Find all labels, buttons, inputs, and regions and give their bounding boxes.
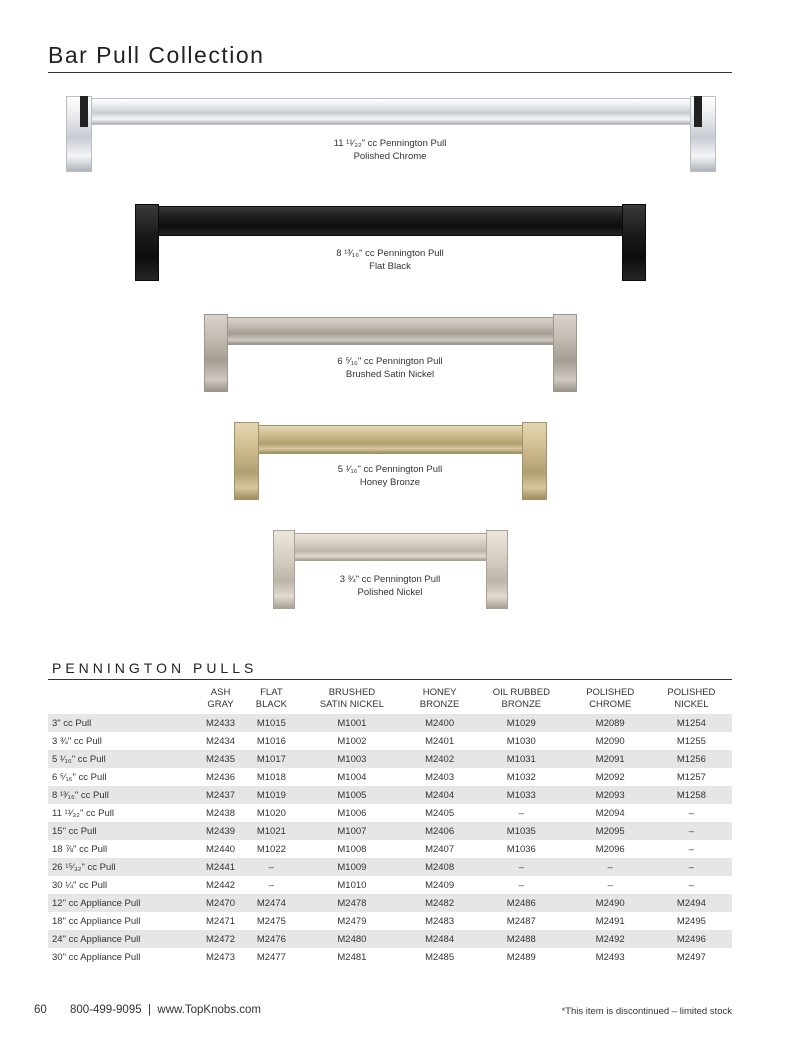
table-cell: M1015 bbox=[245, 714, 298, 732]
table-row bbox=[48, 876, 732, 894]
table-cell: M2402 bbox=[406, 750, 473, 768]
table-cell: M1018 bbox=[256, 771, 286, 783]
table-cell: M1006 bbox=[337, 807, 367, 819]
row-label: 5 ¹⁄₁₆" cc Pull bbox=[48, 750, 196, 768]
table-cell: M2496 bbox=[651, 930, 732, 948]
table-cell: M2482 bbox=[406, 894, 473, 912]
table-row bbox=[48, 894, 732, 912]
table-cell: M2480 bbox=[298, 930, 406, 948]
column-header: BRUSHED SATIN NICKEL bbox=[319, 687, 385, 710]
section-title: PENNINGTON PULLS bbox=[52, 660, 258, 676]
section-divider bbox=[48, 679, 732, 680]
table-header-row bbox=[48, 686, 732, 714]
table-cell: M1010 bbox=[337, 879, 367, 891]
row-label: 26 ¹⁵⁄₃₂" cc Pull bbox=[48, 858, 196, 876]
table-cell: M1003 bbox=[298, 750, 406, 768]
table-cell: – bbox=[688, 843, 695, 855]
table-cell: M1002 bbox=[337, 735, 367, 747]
table-cell: M2091 bbox=[570, 750, 651, 768]
table-cell: M2435 bbox=[196, 750, 245, 768]
table-cell: M1001 bbox=[298, 714, 406, 732]
table-cell: – bbox=[607, 879, 613, 891]
table-cell: M2406 bbox=[406, 822, 473, 840]
table-cell: M2493 bbox=[595, 951, 625, 963]
row-label: 3 ¾" cc Pull bbox=[52, 735, 102, 747]
table-cell: M2403 bbox=[425, 771, 455, 783]
table-cell: M2476 bbox=[245, 930, 298, 948]
table-cell: M2442 bbox=[206, 879, 236, 891]
table-cell: M2095 bbox=[570, 822, 651, 840]
table-cell: M1033 bbox=[473, 786, 570, 804]
row-label: 15" cc Pull bbox=[48, 822, 196, 840]
table-cell: M2497 bbox=[676, 951, 706, 963]
column-header: POLISHED NICKEL bbox=[667, 687, 716, 710]
table-row bbox=[48, 786, 732, 804]
row-label: 8 ¹³⁄₁₆" cc Pull bbox=[48, 786, 196, 804]
product-finish: Polished Chrome bbox=[353, 151, 427, 162]
table-cell: M1022 bbox=[256, 843, 286, 855]
table-cell: M2488 bbox=[473, 930, 570, 948]
table-cell: M2439 bbox=[196, 822, 245, 840]
table-cell: M2478 bbox=[298, 894, 406, 912]
column-header: HONEY BRONZE bbox=[419, 687, 460, 710]
table-cell: M1035 bbox=[473, 822, 570, 840]
table-cell: M2492 bbox=[570, 930, 651, 948]
table-row bbox=[48, 768, 732, 786]
table-cell: – bbox=[570, 858, 651, 876]
table-cell: M1255 bbox=[676, 735, 706, 747]
table-row bbox=[48, 912, 732, 930]
table-cell: M2434 bbox=[206, 735, 236, 747]
table-cell: M2491 bbox=[595, 915, 625, 927]
table-cell: M2089 bbox=[570, 714, 651, 732]
row-label: 30 ¼" cc Pull bbox=[52, 879, 108, 891]
column-header: ASH GRAY bbox=[207, 687, 234, 710]
table-row bbox=[48, 840, 732, 858]
table-cell: M2092 bbox=[595, 771, 625, 783]
table-cell: M2440 bbox=[206, 843, 236, 855]
product-caption-brushed-satin-nickel bbox=[270, 355, 510, 381]
table-cell: – bbox=[268, 879, 275, 891]
table-cell: M1030 bbox=[506, 735, 536, 747]
table-cell: – bbox=[651, 858, 732, 876]
table-cell: M1254 bbox=[651, 714, 732, 732]
table-row bbox=[48, 804, 732, 822]
table-cell: M1017 bbox=[245, 750, 298, 768]
discontinued-note: *This item is discontinued – limited stock bbox=[561, 1006, 732, 1017]
table-cell: M2470 bbox=[196, 894, 245, 912]
table-cell: M2490 bbox=[570, 894, 651, 912]
table-cell: M2408 bbox=[406, 858, 473, 876]
row-label: 6 ⁵⁄₁₆" cc Pull bbox=[52, 771, 107, 783]
table-row bbox=[48, 750, 732, 768]
table-cell: M2474 bbox=[245, 894, 298, 912]
table-cell: M1258 bbox=[651, 786, 732, 804]
table-cell: M2090 bbox=[595, 735, 625, 747]
table-cell: M1021 bbox=[245, 822, 298, 840]
table-cell: M2495 bbox=[676, 915, 706, 927]
table-cell: M2484 bbox=[406, 930, 473, 948]
table-row bbox=[48, 948, 732, 966]
product-size: 6 ⁵⁄₁₆" cc Pennington Pull bbox=[337, 356, 443, 367]
row-label: 18 ⅞" cc Pull bbox=[52, 843, 108, 855]
product-size: 8 ¹³⁄₁₆" cc Pennington Pull bbox=[336, 248, 444, 259]
page-title: Bar Pull Collection bbox=[48, 42, 265, 68]
table-cell: M2485 bbox=[425, 951, 455, 963]
row-label: 11 ¹¹⁄₃₂" cc Pull bbox=[52, 807, 114, 819]
product-size: 11 ¹¹⁄₃₂" cc Pennington Pull bbox=[333, 138, 447, 149]
table-body bbox=[48, 714, 732, 966]
row-label: 18" cc Appliance Pull bbox=[52, 915, 141, 927]
table-cell: M1257 bbox=[676, 771, 706, 783]
table-row bbox=[48, 930, 732, 948]
table-cell: M2494 bbox=[651, 894, 732, 912]
table-cell: M2094 bbox=[595, 807, 625, 819]
table-cell: – bbox=[518, 879, 524, 891]
table-cell: – bbox=[473, 858, 570, 876]
table-cell: M1029 bbox=[473, 714, 570, 732]
table-cell: M2475 bbox=[256, 915, 286, 927]
table-cell: M2489 bbox=[506, 951, 536, 963]
table-cell: M2409 bbox=[425, 879, 455, 891]
table-cell: M2401 bbox=[425, 735, 455, 747]
table-cell: M1005 bbox=[298, 786, 406, 804]
table-cell: M2405 bbox=[425, 807, 455, 819]
table-cell: M2473 bbox=[206, 951, 236, 963]
table-cell: M2472 bbox=[196, 930, 245, 948]
table-cell: M2479 bbox=[337, 915, 367, 927]
contact-info: 800-499-9095 | www.TopKnobs.com bbox=[70, 1004, 261, 1016]
table-cell: – bbox=[245, 858, 298, 876]
table-cell: M1256 bbox=[651, 750, 732, 768]
table-cell: M1032 bbox=[506, 771, 536, 783]
table-cell: M1007 bbox=[298, 822, 406, 840]
product-caption-honey-bronze bbox=[270, 463, 510, 489]
table-cell: M1020 bbox=[256, 807, 286, 819]
table-cell: – bbox=[688, 879, 695, 891]
table-cell: M2404 bbox=[406, 786, 473, 804]
table-cell: M1004 bbox=[337, 771, 367, 783]
table-cell: M1036 bbox=[506, 843, 536, 855]
product-finish: Brushed Satin Nickel bbox=[345, 369, 435, 380]
table-cell: – bbox=[688, 807, 695, 819]
row-label: 3" cc Pull bbox=[48, 714, 196, 732]
table-header-blank bbox=[48, 686, 196, 714]
table-cell: M2433 bbox=[196, 714, 245, 732]
table-cell: M2481 bbox=[337, 951, 367, 963]
table-cell: M1031 bbox=[473, 750, 570, 768]
table-row bbox=[48, 822, 732, 840]
table-cell: – bbox=[651, 822, 732, 840]
table-cell: M2437 bbox=[196, 786, 245, 804]
row-label: 12" cc Appliance Pull bbox=[48, 894, 196, 912]
product-finish: Polished Nickel bbox=[357, 587, 423, 598]
product-caption-polished-nickel bbox=[270, 573, 510, 599]
table-cell: M2441 bbox=[196, 858, 245, 876]
row-label: 24" cc Appliance Pull bbox=[48, 930, 196, 948]
table-cell: M2407 bbox=[425, 843, 455, 855]
page-number: 60 bbox=[34, 1004, 47, 1016]
table-cell: M1008 bbox=[337, 843, 367, 855]
table-cell: M2438 bbox=[206, 807, 236, 819]
table-cell: M2096 bbox=[595, 843, 625, 855]
product-finish: Flat Black bbox=[369, 261, 411, 272]
table-row bbox=[48, 732, 732, 750]
footer-contact bbox=[34, 1004, 261, 1016]
table-cell: M2487 bbox=[506, 915, 536, 927]
column-header: OIL RUBBED BRONZE bbox=[492, 687, 550, 710]
product-caption-polished-chrome bbox=[270, 137, 510, 163]
table-row bbox=[48, 858, 732, 876]
product-finish: Honey Bronze bbox=[359, 477, 421, 488]
table-cell: M2471 bbox=[206, 915, 236, 927]
product-size: 5 ¹⁄₁₆" cc Pennington Pull bbox=[337, 464, 443, 475]
table-cell: M2477 bbox=[256, 951, 286, 963]
table-cell: M2486 bbox=[473, 894, 570, 912]
table-cell: M1009 bbox=[298, 858, 406, 876]
product-size: 3 ¾" cc Pennington Pull bbox=[339, 574, 441, 585]
table-cell: M2400 bbox=[406, 714, 473, 732]
pennington-pulls-table bbox=[48, 686, 732, 966]
column-header: FLAT BLACK bbox=[255, 687, 287, 710]
product-caption-flat-black bbox=[270, 247, 510, 273]
row-label: 30" cc Appliance Pull bbox=[52, 951, 141, 963]
table-cell: – bbox=[518, 807, 524, 819]
table-cell: M2093 bbox=[570, 786, 651, 804]
title-divider bbox=[48, 72, 732, 73]
table-cell: M1016 bbox=[256, 735, 286, 747]
column-header: POLISHED CHROME bbox=[586, 687, 635, 710]
table-cell: M2483 bbox=[425, 915, 455, 927]
table-cell: M2436 bbox=[206, 771, 236, 783]
table-cell: M1019 bbox=[245, 786, 298, 804]
table-row bbox=[48, 714, 732, 732]
